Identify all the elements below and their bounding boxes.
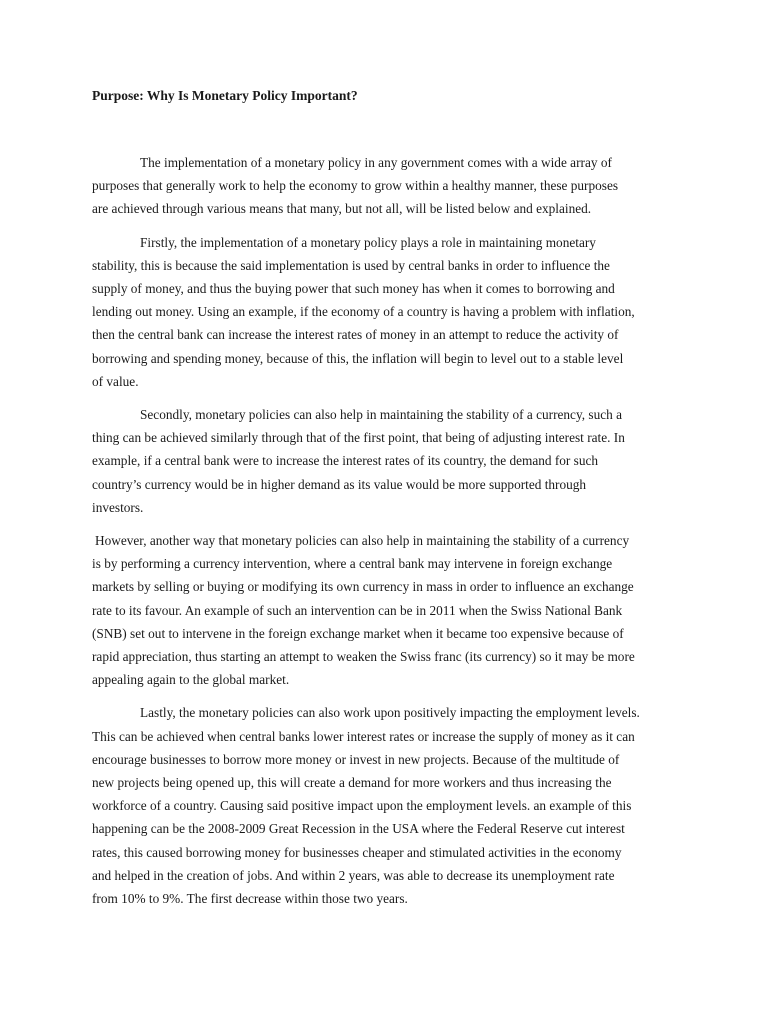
paragraph xyxy=(92,701,672,910)
paragraph-line: new projects being opened up, this will create a demand for more workers and thus increasing the xyxy=(92,775,612,791)
paragraph-line: purposes that generally work to help the economy to grow within a healthy manner, these purposes xyxy=(92,178,619,194)
paragraph-line: stability, this is because the said implementation is used by central banks in order to influence the xyxy=(92,257,610,273)
paragraph-line: rate to its favour. An example of such an intervention can be in 2011 when the Swiss National Bank xyxy=(92,602,623,618)
paragraph-line: supply of money, and thus the buying power that such money has when it comes to borrowing and xyxy=(92,281,615,297)
paragraph-line: of value. xyxy=(92,373,139,389)
paragraph-line: rapid appreciation, thus starting an attempt to weaken the Swiss franc (its currency) so it may be more xyxy=(92,649,635,665)
paragraph-line: country’s currency would be in higher demand as its value would be more supported through xyxy=(92,476,587,492)
paragraph xyxy=(92,529,672,691)
paragraph-line: markets by selling or buying or modifying its own currency in mass in order to influence an exchange xyxy=(92,579,634,595)
paragraph-line: (SNB) set out to intervene in the foreign exchange market when it became too expensive because of xyxy=(92,625,624,641)
paragraph-line: investors. xyxy=(92,499,144,515)
paragraph-line: Lastly, the monetary policies can also work upon positively impacting the employment levels. xyxy=(140,705,640,721)
paragraph-line: example, if a central bank were to increase the interest rates of its country, the demand for such xyxy=(92,453,599,469)
paragraph-line: from 10% to 9%. The first decrease within those two years. xyxy=(92,891,408,907)
paragraph-line: thing can be achieved similarly through that of the first point, that being of adjusting interest rate. In xyxy=(92,430,625,446)
document-body xyxy=(92,151,672,920)
paragraph xyxy=(92,231,672,393)
paragraph-line: The implementation of a monetary policy in any government comes with a wide array of xyxy=(140,155,612,170)
paragraph-line: appealing again to the global market. xyxy=(92,672,290,688)
paragraph-line: happening can be the 2008-2009 Great Recession in the USA where the Federal Reserve cut interest xyxy=(92,821,625,837)
paragraph-line: is by performing a currency intervention, where a central bank may intervene in foreign exchange xyxy=(92,556,613,572)
paragraph-line: lending out money. Using an example, if the economy of a country is having a problem with inflation, xyxy=(92,304,635,320)
paragraph-line: However, another way that monetary policies can also help in maintaining the stability of a currency xyxy=(95,533,630,549)
paragraph-line: and helped in the creation of jobs. And within 2 years, was able to decrease its unemployment rate xyxy=(92,867,615,883)
paragraph-line: encourage businesses to borrow more money or invest in new projects. Because of the multitude of xyxy=(92,751,620,767)
paragraph-line: are achieved through various means that many, but not all, will be listed below and explained. xyxy=(92,201,592,217)
paragraph xyxy=(92,403,672,519)
paragraph-line: then the central bank can increase the interest rates of money in an attempt to reduce the activity of xyxy=(92,327,619,343)
paragraph xyxy=(92,151,672,221)
paragraph-line: rates, this caused borrowing money for businesses cheaper and stimulated activities in the economy xyxy=(92,844,622,860)
paragraph-line: borrowing and spending money, because of this, the inflation will begin to level out to a stable level xyxy=(92,350,624,366)
paragraph-line: This can be achieved when central banks lower interest rates or increase the supply of money as it can xyxy=(92,728,635,744)
paragraph-line: Secondly, monetary policies can also help in maintaining the stability of a currency, such a xyxy=(140,407,622,423)
paragraph-line: workforce of a country. Causing said positive impact upon the employment levels. an example of this xyxy=(92,798,632,814)
paragraph-line: Firstly, the implementation of a monetary policy plays a role in maintaining monetary xyxy=(140,234,596,250)
document-title: Purpose: Why Is Monetary Policy Important? xyxy=(92,88,358,103)
